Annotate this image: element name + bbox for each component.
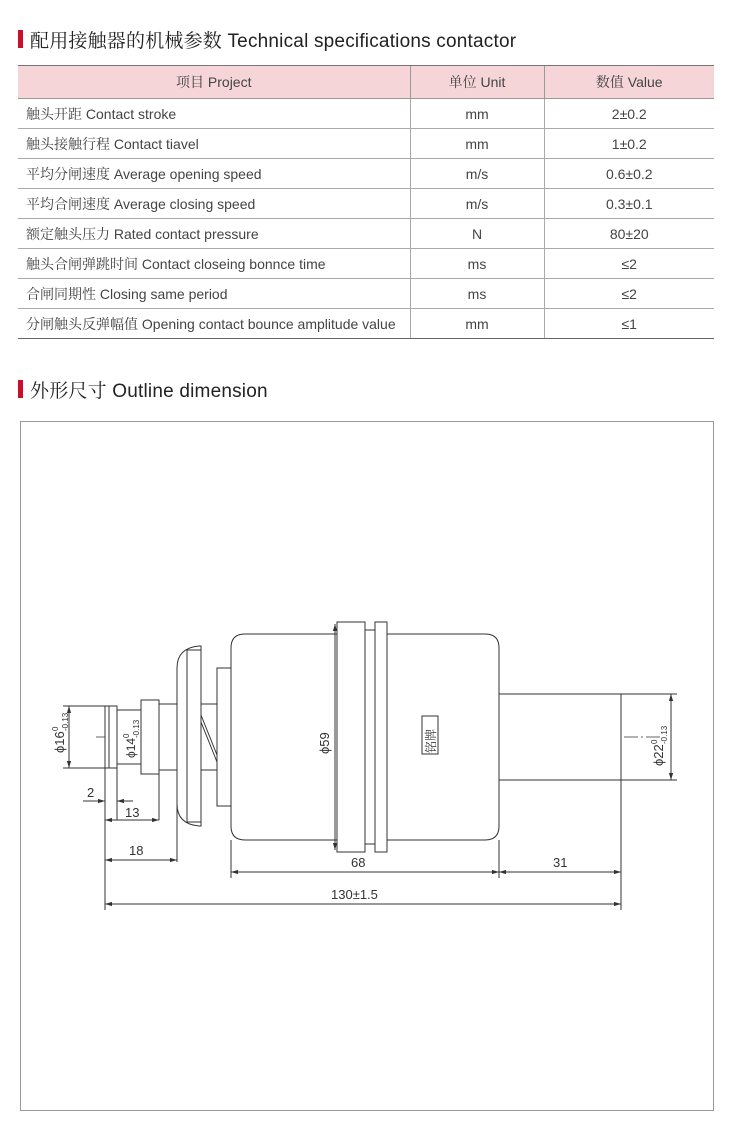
specs-table	[18, 65, 714, 339]
cell-unit: mm	[410, 309, 544, 339]
header-project: 项目 Project	[18, 66, 410, 99]
table-row	[18, 219, 714, 249]
cell-project: 合闸同期性 Closing same period	[18, 279, 410, 309]
cell-value: 2±0.2	[544, 99, 714, 129]
cell-unit: m/s	[410, 189, 544, 219]
label-d-neck: ϕ14	[124, 737, 138, 758]
header-unit: 单位 Unit	[410, 66, 544, 99]
dim-label-total: 130±1.5	[331, 887, 378, 902]
cell-unit: mm	[410, 99, 544, 129]
cell-value: 0.3±0.1	[544, 189, 714, 219]
label-d-left-tol-lower: -0.13	[61, 712, 70, 731]
dim-label-18: 18	[129, 843, 144, 858]
cell-unit: mm	[410, 129, 544, 159]
left-shaft	[105, 706, 117, 768]
cell-unit: N	[410, 219, 544, 249]
specs-section-title	[18, 27, 516, 51]
dim-label-2: 2	[87, 785, 95, 800]
flange	[337, 622, 365, 852]
cell-value: 1±0.2	[544, 129, 714, 159]
table-row	[18, 129, 714, 159]
cell-unit: m/s	[410, 159, 544, 189]
label-nameplate: 铭牌	[424, 728, 438, 753]
table-row	[18, 249, 714, 279]
table-row	[18, 279, 714, 309]
table-row	[18, 189, 714, 219]
cell-project: 分闸触头反弹幅值 Opening contact bounce amplitude value	[18, 309, 410, 339]
table-row	[18, 159, 714, 189]
outline-section-title	[18, 377, 268, 401]
cell-value: ≤2	[544, 279, 714, 309]
cell-value: 80±20	[544, 219, 714, 249]
label-d-body: ϕ59	[317, 732, 332, 754]
cell-project: 额定触头压力 Rated contact pressure	[18, 219, 410, 249]
label-d-left-tol-upper: 0	[51, 726, 60, 731]
cell-value: 0.6±0.2	[544, 159, 714, 189]
cell-project: 触头开距 Contact stroke	[18, 99, 410, 129]
cell-unit: ms	[410, 279, 544, 309]
label-d-left-shaft: ϕ16	[52, 731, 67, 753]
dim-label-13: 13	[125, 805, 140, 820]
outline-drawing	[21, 422, 713, 1110]
label-d-right-tol-lower: -0.13	[660, 725, 669, 744]
small-flange	[141, 700, 159, 774]
table-row	[18, 309, 714, 339]
cell-project: 触头合闸弹跳时间 Contact closeing bonnce time	[18, 249, 410, 279]
label-d-right-tol-upper: 0	[650, 739, 659, 744]
specs-title-text: 配用接触器的机械参数 Technical specifications contactor	[30, 30, 517, 52]
table-header-row	[18, 66, 714, 99]
outline-drawing-frame	[20, 421, 714, 1111]
cell-project: 触头接触行程 Contact tiavel	[18, 129, 410, 159]
cell-unit: ms	[410, 249, 544, 279]
table-row	[18, 99, 714, 129]
label-d-right-shaft: ϕ22	[651, 744, 666, 766]
cell-project: 平均分闸速度 Average opening speed	[18, 159, 410, 189]
right-shaft	[499, 694, 621, 780]
cell-value: ≤2	[544, 249, 714, 279]
label-d-neck-tol-lower: -0.13	[132, 719, 141, 738]
label-d-neck-tol-upper: 0	[122, 733, 131, 738]
dim-label-68: 68	[351, 855, 366, 870]
section-marker	[18, 30, 23, 48]
section-marker	[18, 380, 23, 398]
cell-project: 平均合闸速度 Average closing speed	[18, 189, 410, 219]
insulator	[201, 704, 217, 770]
header-value: 数值 Value	[544, 66, 714, 99]
cell-value: ≤1	[544, 309, 714, 339]
outline-title-text: 外形尺寸 Outline dimension	[30, 380, 268, 402]
dim-label-31: 31	[553, 855, 568, 870]
